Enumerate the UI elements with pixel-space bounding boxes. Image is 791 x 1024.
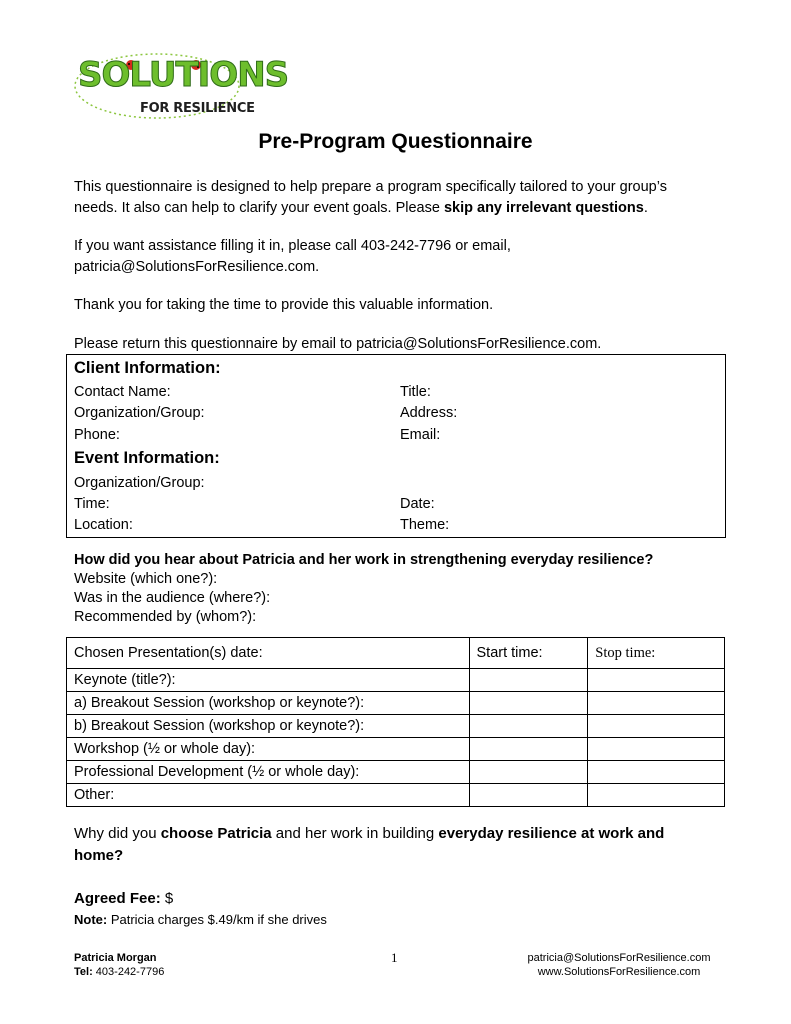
keynote-cell[interactable]: Keynote (title?): <box>67 669 470 692</box>
footer-email[interactable]: patricia@SolutionsForResilience.com <box>527 952 711 964</box>
address-field[interactable]: Address: <box>400 405 458 421</box>
table-row <box>67 738 725 761</box>
professional-development-cell[interactable]: Professional Development (½ or whole day): <box>67 761 470 784</box>
stop-time-header[interactable]: Stop time: <box>588 638 725 669</box>
assistance-paragraph: If you want assistance filling it in, please call 403-242-7796 or email, patricia@SolutionsForResilience.com. <box>74 236 734 278</box>
stop-time-cell[interactable] <box>588 715 725 738</box>
footer-phone: Tel: 403-242-7796 <box>74 966 165 978</box>
start-time-header[interactable]: Start time: <box>469 638 588 669</box>
start-time-cell[interactable] <box>469 784 588 807</box>
stop-time-cell[interactable] <box>588 738 725 761</box>
client-event-info-box <box>66 354 726 538</box>
start-time-cell[interactable] <box>469 738 588 761</box>
table-row <box>67 669 725 692</box>
return-instructions: Please return this questionnaire by email to patricia@SolutionsForResilience.com. <box>74 336 602 352</box>
logo-subtitle: FOR RESILIENCE <box>140 101 255 116</box>
event-info-heading: Event Information: <box>74 449 220 467</box>
footer-contact <box>74 951 164 979</box>
table-row <box>67 784 725 807</box>
start-time-cell[interactable] <box>469 715 588 738</box>
start-time-cell[interactable] <box>469 692 588 715</box>
organization-field[interactable]: Organization/Group: <box>74 405 205 421</box>
referral-section <box>74 551 653 627</box>
event-organization-field[interactable]: Organization/Group: <box>74 475 205 491</box>
thanks-paragraph: Thank you for taking the time to provide this valuable information. <box>74 297 494 313</box>
page-number: 1 <box>391 950 398 965</box>
why-choose-question: Why did you choose Patricia and her work in building everyday resilience at work and home? <box>74 825 665 864</box>
stop-time-cell[interactable] <box>588 692 725 715</box>
email-field[interactable]: Email: <box>400 427 441 443</box>
stop-time-cell[interactable] <box>588 784 725 807</box>
client-info-heading: Client Information: <box>74 359 221 377</box>
breakout-a-cell[interactable]: a) Breakout Session (workshop or keynote?): <box>67 692 470 715</box>
presentation-table <box>66 637 725 807</box>
start-time-cell[interactable] <box>469 761 588 784</box>
assistance-email: patricia@SolutionsForResilience.com. <box>74 259 320 275</box>
event-theme-field[interactable]: Theme: <box>400 517 450 533</box>
presentation-date-header[interactable]: Chosen Presentation(s) date: <box>67 638 470 669</box>
referral-question: How did you hear about Patricia and her work in strengthening everyday resilience? <box>74 552 654 568</box>
footer-web <box>519 951 719 979</box>
intro-line-1: This questionnaire is designed to help prepare a program specifically tailored to your group’s <box>74 179 667 195</box>
table-header-row <box>67 638 725 669</box>
table-row <box>67 692 725 715</box>
table-row <box>67 761 725 784</box>
phone-field[interactable]: Phone: <box>74 427 120 443</box>
contact-name-field[interactable]: Contact Name: <box>74 384 171 400</box>
event-time-field[interactable]: Time: <box>74 496 110 512</box>
mileage-note: Note: Patricia charges $.49/km if she drives <box>74 912 327 927</box>
footer-name: Patricia Morgan <box>74 952 157 964</box>
breakout-b-cell[interactable]: b) Breakout Session (workshop or keynote?): <box>67 715 470 738</box>
audience-field[interactable]: Was in the audience (where?): <box>74 590 271 606</box>
intro-paragraph <box>74 177 734 219</box>
workshop-cell[interactable]: Workshop (½ or whole day): <box>67 738 470 761</box>
footer-website[interactable]: www.SolutionsForResilience.com <box>537 966 701 978</box>
recommended-field[interactable]: Recommended by (whom?): <box>74 609 257 625</box>
table-row <box>67 715 725 738</box>
event-location-field[interactable]: Location: <box>74 517 133 533</box>
other-cell[interactable]: Other: <box>67 784 470 807</box>
page-title: Pre-Program Questionnaire <box>258 130 533 153</box>
stop-time-cell[interactable] <box>588 669 725 692</box>
logo-wordmark: SOLUTIONS <box>78 55 289 95</box>
title-field[interactable]: Title: <box>400 384 431 400</box>
intro-line-2: needs. It also can help to clarify your event goals. Please skip any irrelevant questions. <box>74 200 648 216</box>
stop-time-cell[interactable] <box>588 761 725 784</box>
company-logo <box>72 50 289 122</box>
event-date-field[interactable]: Date: <box>400 496 435 512</box>
agreed-fee-field[interactable]: Agreed Fee: $ <box>74 890 174 907</box>
website-field[interactable]: Website (which one?): <box>74 571 218 587</box>
start-time-cell[interactable] <box>469 669 588 692</box>
